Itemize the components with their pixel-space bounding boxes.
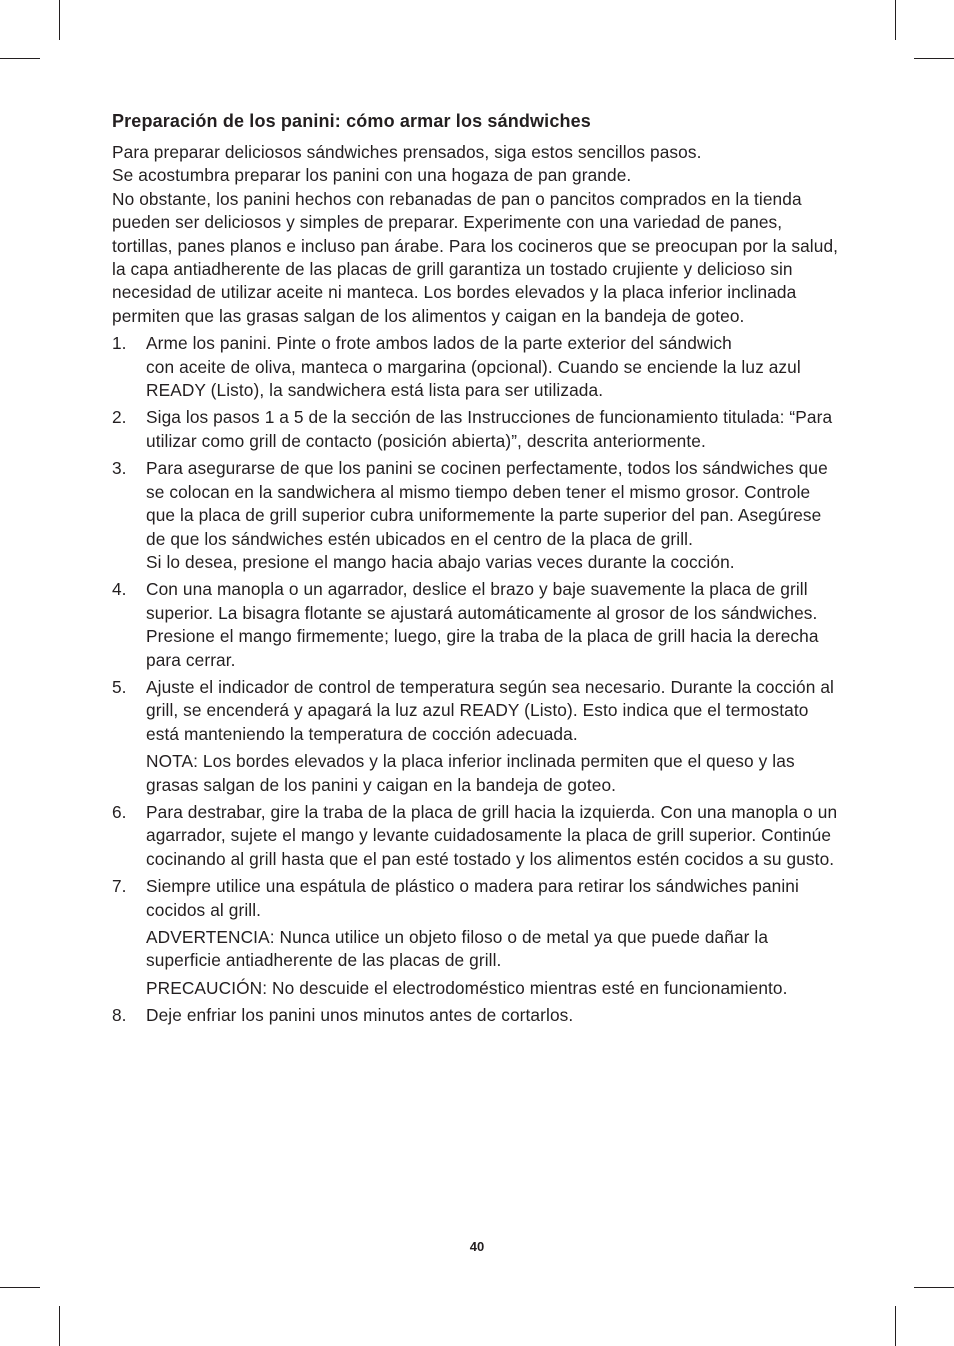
step-number: 7.	[112, 876, 127, 897]
page-content	[112, 108, 842, 1032]
step-item	[112, 457, 842, 574]
step-text: con aceite de oliva, manteca o margarina (opcional). Cuando se enciende la luz azul READY (Listo), la sandwichera está lista para ser utilizada.	[146, 356, 801, 401]
step-item	[112, 578, 842, 672]
intro-paragraph: No obstante, los panini hechos con rebanadas de pan o pancitos comprados en la tienda pueden ser deliciosos y simples de preparar. Experimente con una variedad de panes, tortillas, panes planos e incluso pan árabe. Para los cocineros que se preocupan por la salud, la capa antiadherente de las placas de grill garantiza un tostado crujiente y delicioso sin necesidad de utilizar aceite ni manteca. Los bordes elevados y la placa inferior inclinada permiten que las grasas salgan de los alimentos y caigan en la bandeja de goteo.	[112, 188, 839, 326]
step-number: 6.	[112, 801, 127, 822]
step-item	[112, 801, 842, 871]
step-note: NOTA: Los bordes elevados y la placa inferior inclinada permiten que el queso y las grasas salgan de los panini y caigan en la bandeja de goteo.	[146, 751, 795, 795]
crop-mark	[895, 0, 896, 40]
intro-text	[112, 141, 842, 328]
crop-mark	[59, 0, 60, 40]
step-warning: ADVERTENCIA: Nunca utilice un objeto filoso o de metal ya que puede dañar la superficie antiadherente de las placas de grill.	[146, 927, 769, 971]
step-item	[112, 875, 842, 1000]
intro-paragraph: Se acostumbra preparar los panini con una hogaza de pan grande.	[112, 165, 632, 186]
step-item	[112, 332, 842, 402]
step-text: Para destrabar, gire la traba de la placa de grill hacia la izquierda. Con una manopla o un agarrador, sujete el mango y levante cuidadosamente la placa de grill superior. Continúe cocinando al grill hasta que el pan esté tostado y los alimentos estén cocidos a su gusto.	[146, 801, 838, 869]
step-item	[112, 676, 842, 797]
step-number: 4.	[112, 579, 127, 600]
step-text: Siempre utilice una espátula de plástico o madera para retirar los sándwiches panini cocidos al grill.	[146, 876, 799, 920]
step-caution: PRECAUCIÓN: No descuide el electrodoméstico mientras esté en funcionamiento.	[146, 977, 788, 998]
step-number: 8.	[112, 1005, 127, 1026]
step-number: 3.	[112, 458, 127, 479]
step-item	[112, 1004, 842, 1027]
intro-paragraph: Para preparar deliciosos sándwiches prensados, siga estos sencillos pasos.	[112, 142, 702, 162]
step-number: 5.	[112, 676, 127, 697]
step-number: 1.	[112, 333, 127, 354]
crop-mark	[59, 1306, 60, 1346]
steps-list	[112, 332, 842, 1027]
crop-mark	[895, 1306, 896, 1346]
page-number: 40	[469, 1239, 485, 1254]
crop-mark	[914, 58, 954, 59]
crop-mark	[0, 58, 40, 59]
step-text: Con una manopla o un agarrador, deslice el brazo y baje suavemente la placa de grill superior. La bisagra flotante se ajustará automáticamente al grosor de los sándwiches. Presione el mango firmemente; luego, gire la traba de la placa de grill hacia la derecha para cerrar.	[146, 579, 819, 670]
step-text: Deje enfriar los panini unos minutos antes de cortarlos.	[146, 1005, 574, 1026]
crop-mark	[0, 1287, 40, 1288]
step-text: Siga los pasos 1 a 5 de la sección de las Instrucciones de funcionamiento titulada: “Para utilizar como grill de contacto (posición abierta)”, descrita anteriormente.	[146, 407, 833, 451]
step-text: Para asegurarse de que los panini se cocinen perfectamente, todos los sándwiches que se colocan en la sandwichera al mismo tiempo deben tener el mismo grosor. Controle que la placa de grill superior cubra uniformemente la parte superior del pan. Asegúrese de que los sándwiches estén ubicados en el centro de la placa de grill.	[146, 458, 828, 549]
step-text: Ajuste el indicador de control de temperatura según sea necesario. Durante la cocción al grill, se encenderá y apagará la luz azul READY (Listo). Esto indica que el termostato está manteniendo la temperatura de cocción adecuada.	[146, 676, 834, 744]
step-item	[112, 406, 842, 453]
step-text: Arme los panini. Pinte o frote ambos lados de la parte exterior del sándwich	[146, 333, 732, 354]
step-number: 2.	[112, 407, 127, 428]
crop-mark	[914, 1287, 954, 1288]
step-text: Si lo desea, presione el mango hacia abajo varias veces durante la cocción.	[146, 551, 735, 572]
section-title: Preparación de los panini: cómo armar los sándwiches	[112, 111, 591, 131]
